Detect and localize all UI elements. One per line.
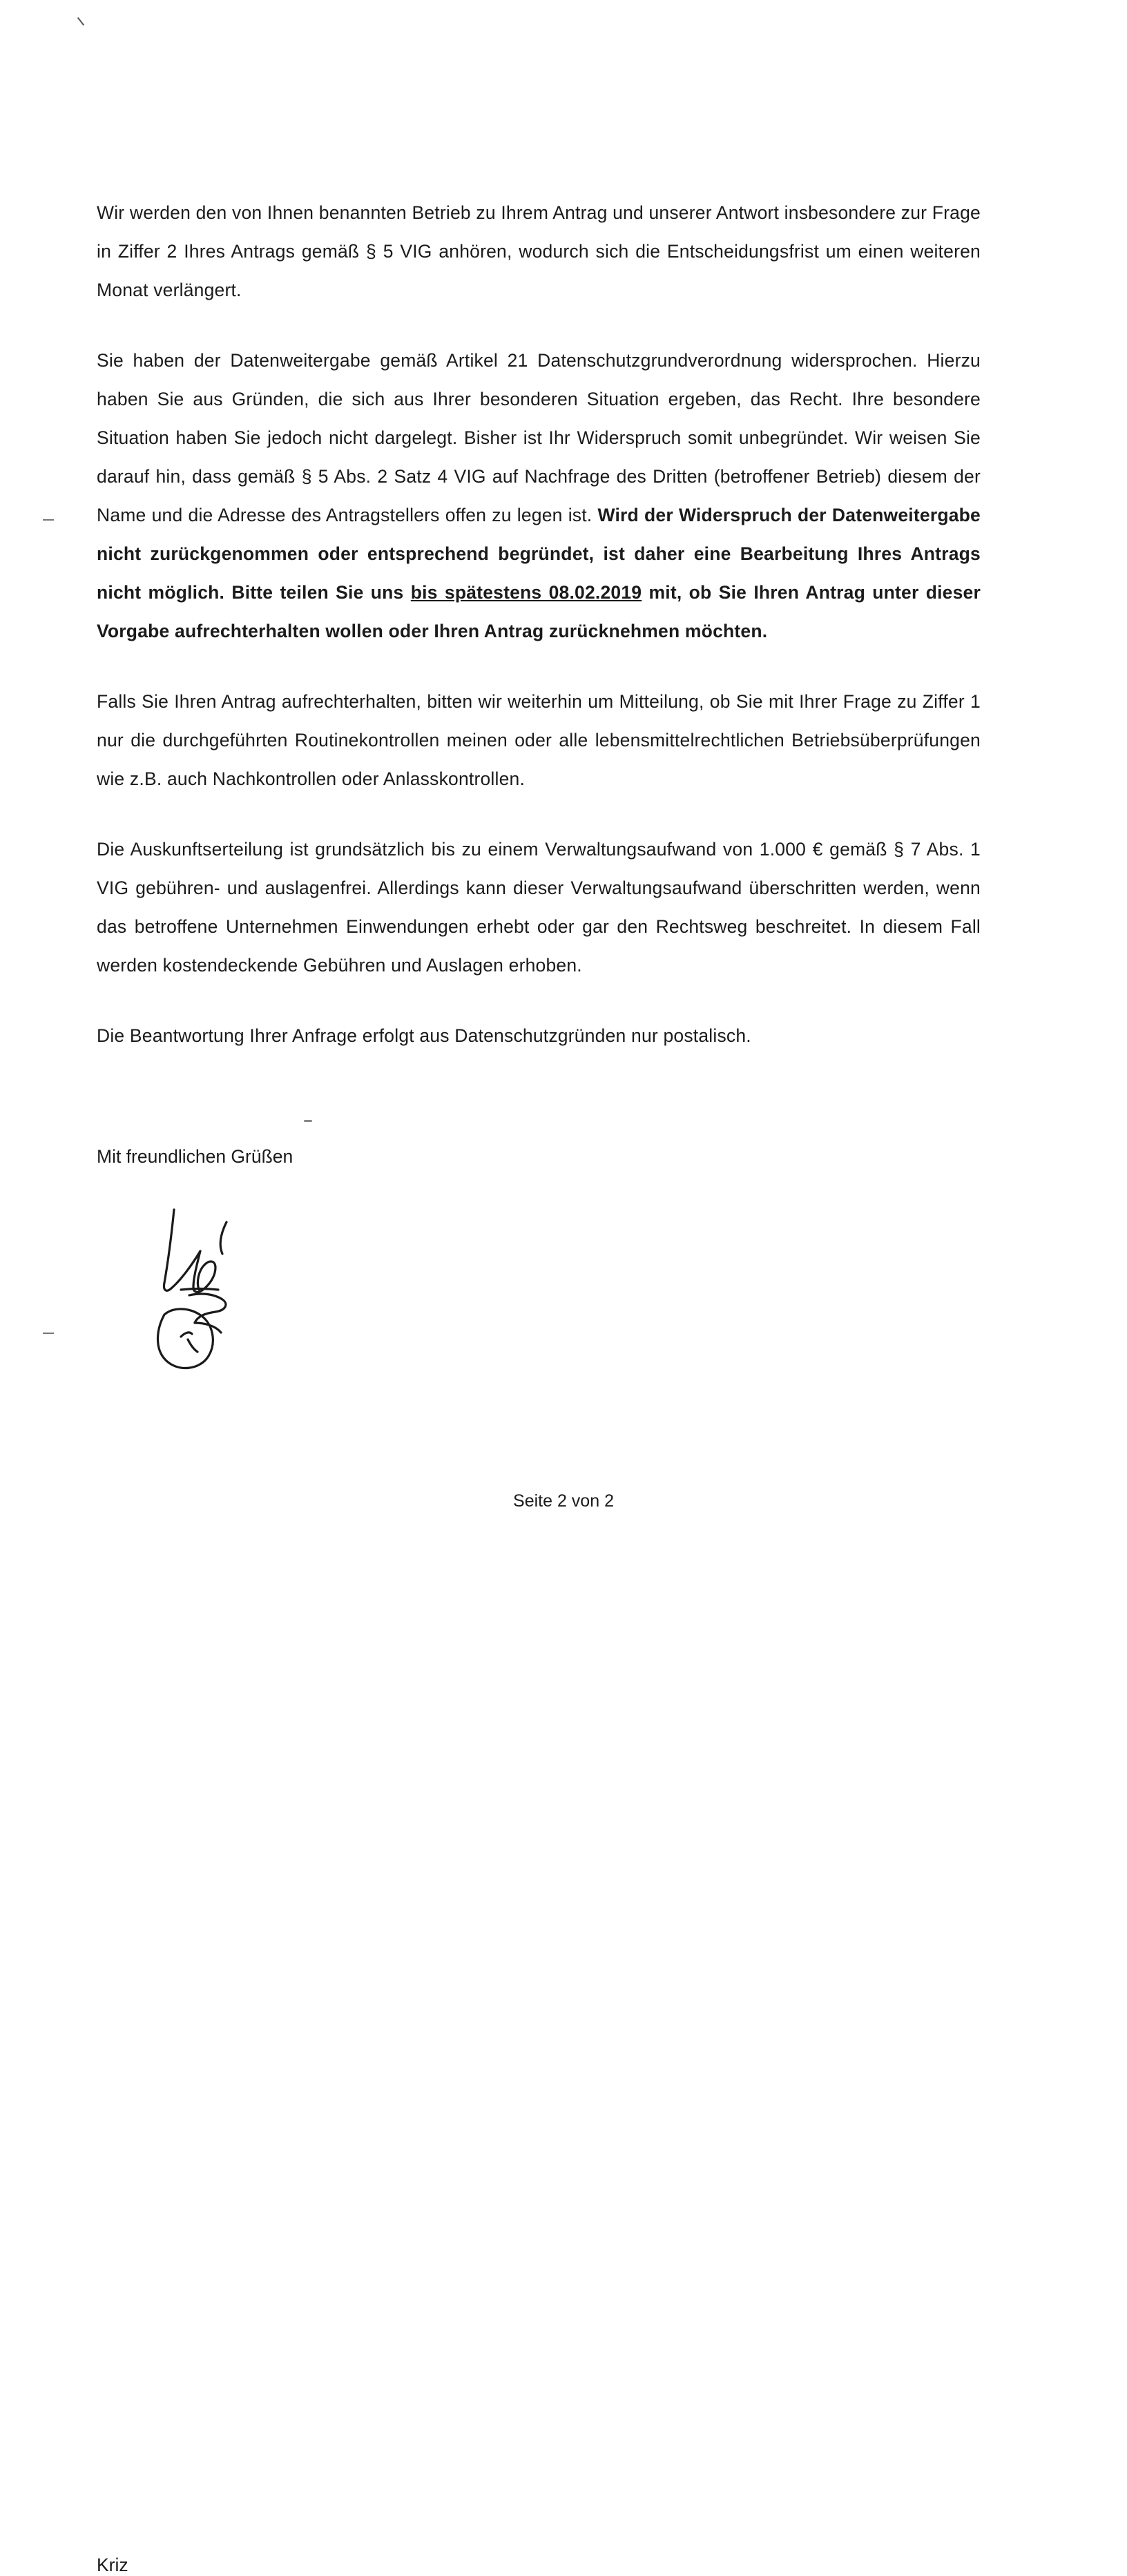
paragraph-2 (97, 341, 981, 650)
paragraph-5-text: Die Beantwortung Ihrer Anfrage erfolgt aus Datenschutzgründen nur postalisch. (97, 1025, 751, 1046)
scan-artifact-mark (43, 1333, 54, 1334)
paragraph-3 (97, 682, 981, 798)
paragraph-1-text: Wir werden den von Ihnen benannten Betrieb zu Ihrem Antrag und unserer Antwort insbesondere zur Frage in Ziffer 2 Ihres Antrags gemäß § 5 VIG anhören, wodurch sich die Entscheidungsfrist um einen weiteren Monat verlängert. (97, 202, 981, 300)
page-footer: Seite 2 von 2 (513, 1491, 614, 1511)
paragraph-1 (97, 193, 981, 309)
scan-artifact-mark (304, 1120, 312, 1122)
paragraph-4 (97, 830, 981, 985)
scan-artifact-mark (43, 519, 54, 521)
paragraph-3-text: Falls Sie Ihren Antrag aufrechterhalten, bitten wir weiterhin um Mitteilung, ob Sie mit Ihrer Frage zu Ziffer 1 nur die durchgeführten Routinekontrollen meinen oder alle lebensmittelrechtlichen Betriebsüberprüfungen wie z.B. auch Nachkontrollen oder Anlasskontrollen. (97, 691, 981, 789)
closing-salutation: Mit freundlichen Grüßen (97, 1146, 293, 1167)
paragraph-2-text-bold-1: Wird der Widerspruch der Datenweitergabe nicht zurückgenommen oder entsprechend begründet, ist daher eine Bearbeitung Ihres Antrags nicht möglich. Bitte teilen Sie uns (97, 505, 981, 603)
scan-artifact-mark (77, 17, 84, 26)
letter-body (97, 193, 981, 1055)
signature-name: Kriz (97, 2555, 128, 2575)
paragraph-4-text: Die Auskunftserteilung ist grundsätzlich bis zu einem Verwaltungsaufwand von 1.000 € gemäß § 7 Abs. 1 VIG gebühren- und auslagenfrei. Allerdings kann dieser Verwaltungsaufwand überschritten werden, wenn das betroffene Unternehmen Einwendungen erhebt oder gar den Rechtsweg beschreitet. In diesem Fall werden kostendeckende Gebühren und Auslagen erhoben. (97, 839, 981, 976)
paragraph-2-text-bold-2: mit, ob Sie Ihren Antrag unter dieser Vorgabe aufrechterhalten wollen oder Ihren Antrag zurücknehmen möchten. (97, 582, 981, 641)
paragraph-5 (97, 1016, 981, 1055)
signature-area (97, 1201, 373, 2575)
paragraph-2-deadline: bis spätestens 08.02.2019 (410, 582, 642, 603)
paragraph-2-text-normal: Sie haben der Datenweitergabe gemäß Artikel 21 Datenschutzgrundverordnung widersprochen. Hierzu haben Sie aus Gründen, die sich aus Ihrer besonderen Situation ergeben, das Recht. Ihre besondere Situation haben Sie jedoch nicht dargelegt. Bisher ist Ihr Widerspruch somit unbegründet. Wir weisen Sie darauf hin, dass gemäß § 5 Abs. 2 Satz 4 VIG auf Nachfrage des Dritten (betroffener Betrieb) diesem der Name und die Adresse des Antragstellers offen zu legen ist. (97, 350, 981, 525)
handwritten-signature-icon (138, 1201, 318, 1374)
